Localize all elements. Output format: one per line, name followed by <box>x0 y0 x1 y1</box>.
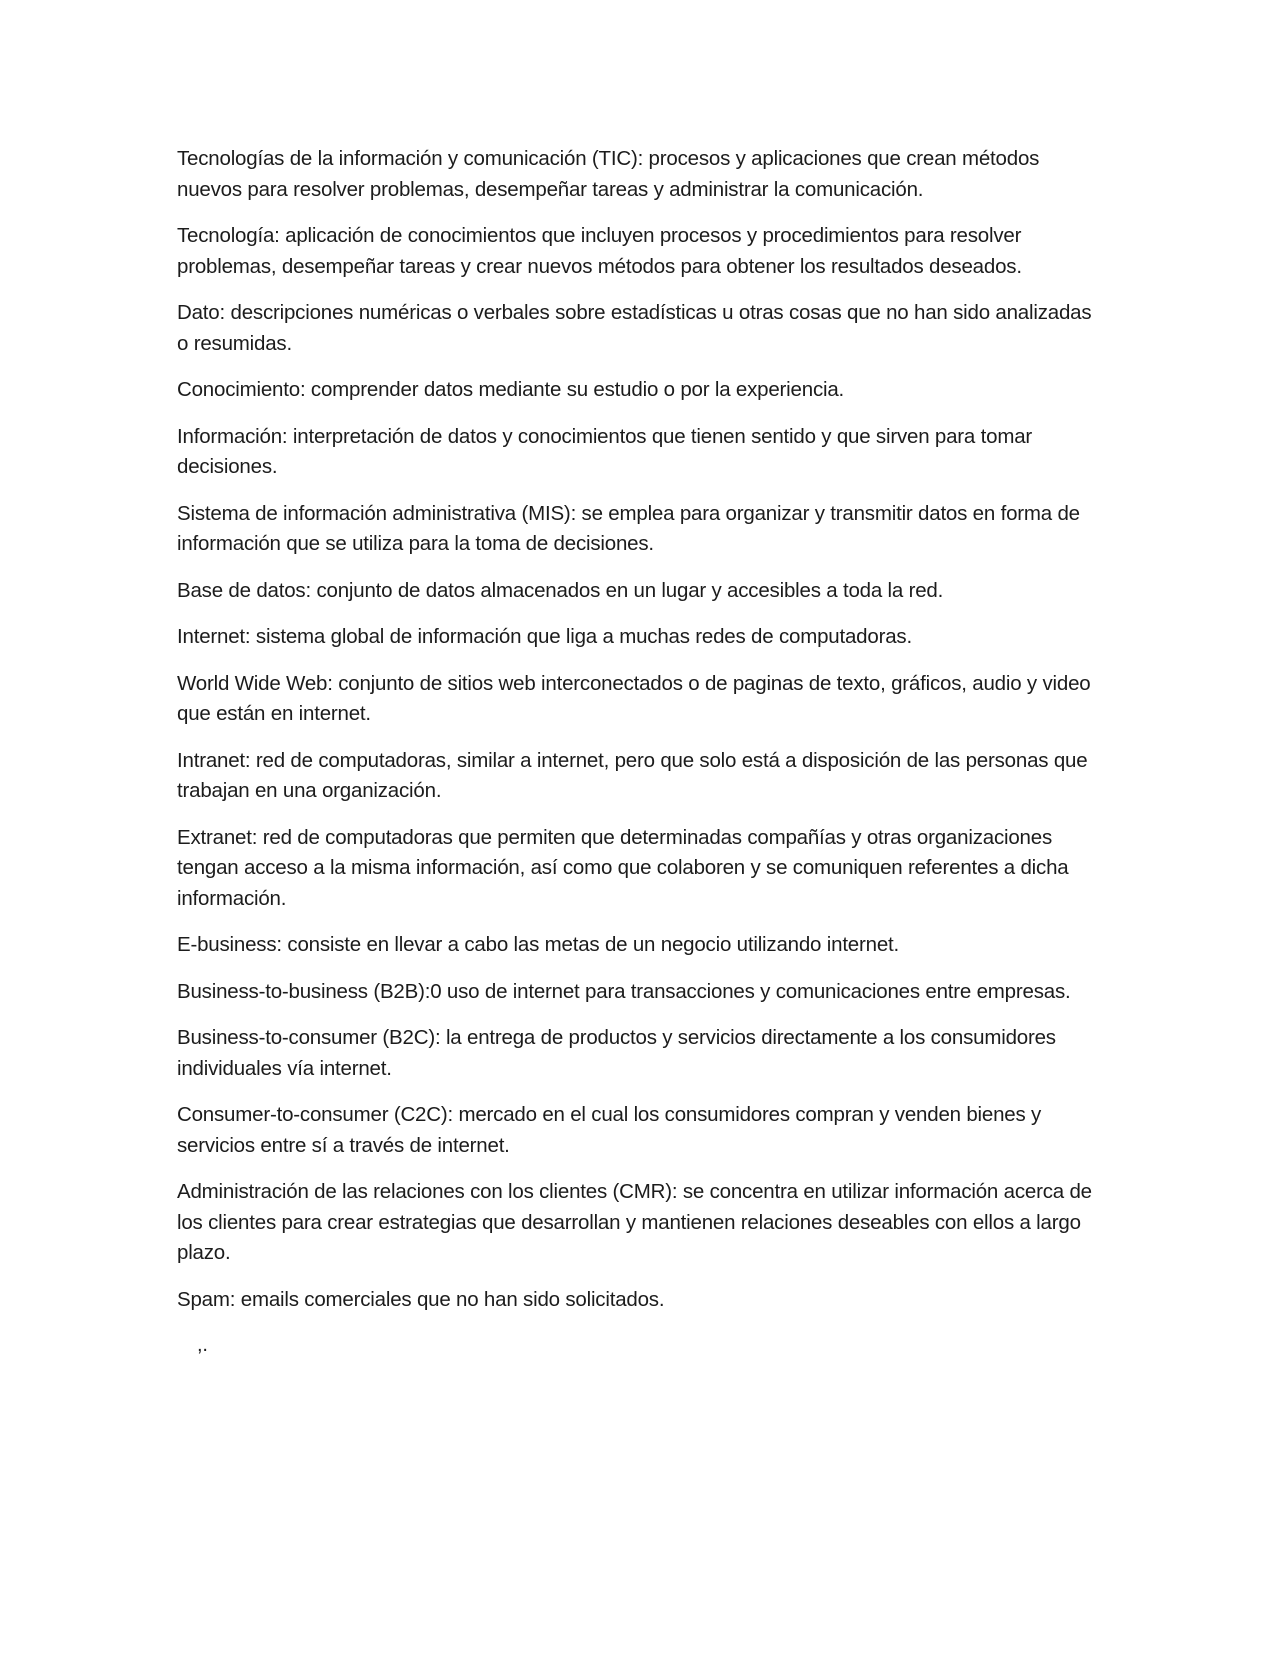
paragraph-b2c: Business-to-consumer (B2C): la entrega de productos y servicios directamente a los consumidores individuales vía internet. <box>177 1026 1056 1080</box>
paragraph-conocimiento: Conocimiento: comprender datos mediante su estudio o por la experiencia. <box>177 378 845 401</box>
paragraph-informacion: Información: interpretación de datos y conocimientos que tienen sentido y que sirven para tomar decisiones. <box>177 424 1033 478</box>
paragraph-mis: Sistema de información administrativa (MIS): se emplea para organizar y transmitir datos en forma de información que se utiliza para la toma de decisiones. <box>177 501 1080 555</box>
paragraph-tecnologia: Tecnología: aplicación de conocimientos que incluyen procesos y procedimientos para resolver problemas, desempeñar tareas y crear nuevos métodos para obtener los resultados deseados. <box>177 224 1022 278</box>
paragraph-spam: Spam: emails comerciales que no han sido solicitados. <box>177 1287 665 1311</box>
paragraph-base-de-datos: Base de datos: conjunto de datos almacenados en un lugar y accesibles a toda la red. <box>177 578 944 602</box>
paragraph-extranet: Extranet: red de computadoras que permiten que determinadas compañías y otras organizaciones tengan acceso a la misma información, así como que colaboren y se comuniquen referentes a dicha información. <box>177 825 1069 910</box>
paragraph-c2c: Consumer-to-consumer (C2C): mercado en el cual los consumidores compran y venden bienes y servicios entre sí a través de internet. <box>177 1103 1042 1157</box>
paragraph-world-wide-web: World Wide Web: conjunto de sitios web interconectados o de paginas de texto, gráficos, audio y video que están en internet. <box>177 671 1091 725</box>
paragraph-tic: Tecnologías de la información y comunicación (TIC): procesos y aplicaciones que crean métodos nuevos para resolver problemas, desempeñar tareas y administrar la comunicación. <box>177 147 1040 201</box>
paragraph-internet: Internet: sistema global de información que liga a muchas redes de computadoras. <box>177 625 912 648</box>
paragraph-b2b: Business-to-business (B2B):0 uso de internet para transacciones y comunicaciones entre empresas. <box>177 979 1071 1003</box>
document-body <box>177 144 1107 1355</box>
paragraph-dato: Dato: descripciones numéricas o verbales sobre estadísticas u otras cosas que no han sido analizadas o resumidas. <box>177 301 1092 355</box>
paragraph-intranet: Intranet: red de computadoras, similar a internet, pero que solo está a disposición de las personas que trabajan en una organización. <box>177 748 1088 802</box>
paragraph-e-business: E-business: consiste en llevar a cabo las metas de un negocio utilizando internet. <box>177 933 900 956</box>
paragraph-crm: Administración de las relaciones con los clientes (CMR): se concentra en utilizar información acerca de los clientes para crear estrategias que desarrollan y mantienen relaciones deseables con ellos a largo plazo. <box>177 1180 1092 1264</box>
trailing-punctuation: ,. <box>197 1334 208 1356</box>
